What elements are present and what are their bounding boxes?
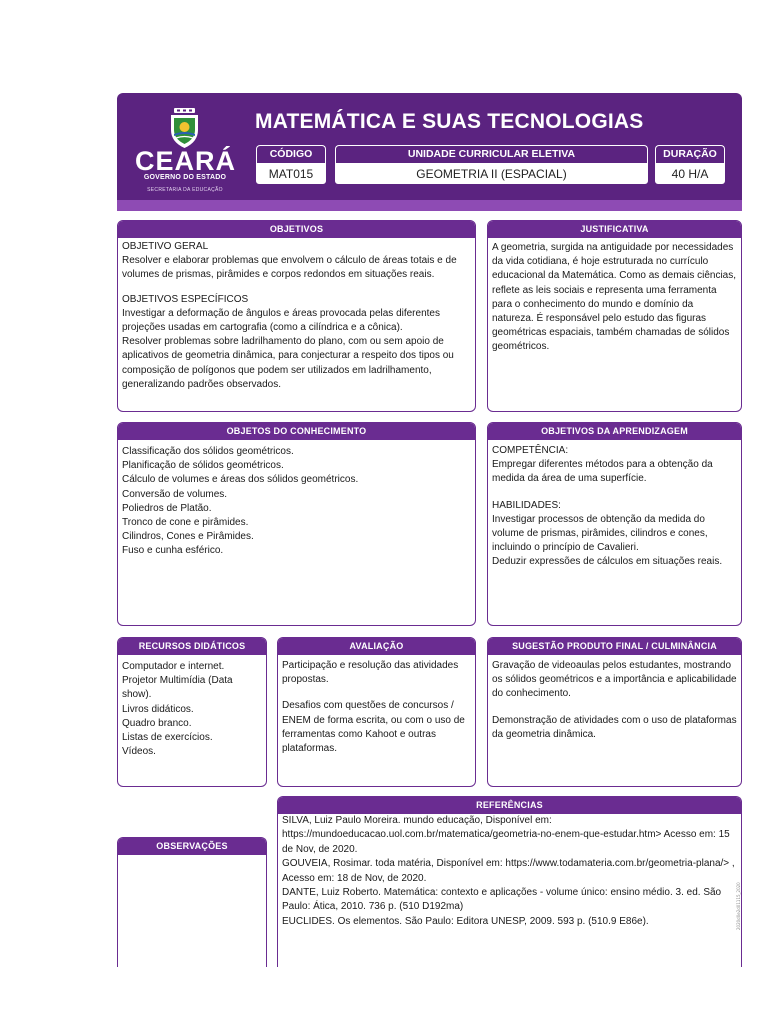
justificativa-title: JUSTIFICATIVA: [488, 221, 741, 238]
duracao-value: 40 H/A: [655, 163, 725, 184]
unidade-field: [335, 145, 648, 185]
sugestao-section: [487, 637, 742, 787]
recurso-item: Livros didáticos.: [122, 703, 194, 715]
footer-code: 2020d0e2d01115_2020: [736, 882, 741, 930]
ceara-logo: [135, 108, 237, 193]
referencia-item: GOUVEIA, Rosimar. toda matéria, Disponível em: https://www.todamateria.com.br/geometria-plana/> , Acesso em: 18 de Nov, de 2020.: [282, 858, 735, 884]
logo-state-name: CEARÁ: [135, 146, 237, 176]
competencia-text: Empregar diferentes métodos para a obtenção da medida da área de uma superfície.: [492, 459, 713, 485]
duracao-label: DURAÇÃO: [655, 145, 725, 163]
unidade-value: GEOMETRIA II (ESPACIAL): [335, 163, 648, 184]
recurso-item: Quadro branco.: [122, 717, 192, 729]
recurso-item: Listas de exercícios.: [122, 732, 213, 744]
objetos-conhecimento-section: [117, 422, 476, 626]
competencia-label: COMPETÊNCIA:: [492, 445, 569, 456]
observacoes-title: OBSERVAÇÕES: [118, 838, 266, 855]
justificativa-text: A geometria, surgida na antiguidade por necessidades da vida cotidiana, é hoje estruturada no currículo educacional da Matemática. Como as demais ciências, reflete as leis sociais e representa uma ferramenta para o conhecimento do mundo e domínio da natureza. É responsável pelo estudo das figuras geométricas espaciais, também chamadas de sólidos geométricos.: [492, 242, 737, 353]
objetivos-section: [117, 220, 476, 412]
avaliacao-section: [277, 637, 476, 787]
objetivo-geral-text: Resolver e elaborar problemas que envolvem o cálculo de áreas totais e de volumes de prismas, pirâmides e corpos redondos em situações reais.: [122, 255, 457, 281]
avaliacao-title: AVALIAÇÃO: [278, 638, 475, 655]
recurso-item: Vídeos.: [122, 746, 156, 758]
objeto-item: Conversão de volumes.: [122, 488, 228, 500]
objetivos-aprendizagem-title: OBJETIVOS DA APRENDIZAGEM: [488, 423, 741, 440]
sugestao-item: Gravação de videoaulas pelos estudantes, mostrando os sólidos geométricos e a importância e aplicabilidade do conhecimento.: [492, 660, 737, 700]
objeto-item: Planificação de sólidos geométricos.: [122, 460, 284, 472]
codigo-label: CÓDIGO: [256, 145, 326, 163]
objetos-conhecimento-title: OBJETOS DO CONHECIMENTO: [118, 423, 475, 440]
objeto-item: Fuso e cunha esférico.: [122, 545, 224, 557]
recurso-item: Computador e internet.: [122, 661, 225, 672]
header-stripe: [117, 200, 742, 211]
objetivos-especificos-label: OBJETIVOS ESPECÍFICOS: [122, 293, 249, 305]
objetivos-aprendizagem-section: [487, 422, 742, 626]
referencia-item: DANTE, Luiz Roberto. Matemática: contexto e aplicações - volume único: ensino médio. 3. ed. São Paulo: Ática, 2010. 736 p. (510 D192ma): [282, 887, 722, 913]
recursos-title: RECURSOS DIDÁTICOS: [118, 638, 266, 655]
objetivo-especifico-item: Resolver problemas sobre ladrilhamento do plano, com ou sem apoio de aplicativos de geometria dinâmica, para conjecturar a respeito dos tipos ou composição de polígonos que podem ser utilizados em ladrilhamento, generalizando padrões observados.: [122, 336, 454, 390]
objeto-item: Cálculo de volumes e áreas dos sólidos geométricos.: [122, 474, 359, 486]
justificativa-section: [487, 220, 742, 412]
objetivos-title: OBJETIVOS: [118, 221, 475, 238]
objeto-item: Poliedros de Platão.: [122, 502, 212, 514]
recursos-section: [117, 637, 267, 787]
logo-department: SECRETARIA DA EDUCAÇÃO: [147, 187, 223, 193]
avaliacao-item: Participação e resolução das atividades propostas.: [282, 660, 459, 686]
habilidades-label: HABILIDADES:: [492, 499, 561, 511]
referencia-item: EUCLIDES. Os elementos. São Paulo: Editora UNESP, 2009. 593 p. (510.9 E86e).: [282, 915, 649, 927]
sugestao-title: SUGESTÃO PRODUTO FINAL / CULMINÂNCIA: [488, 638, 741, 655]
sugestao-item: Demonstração de atividades com o uso de plataformas da geometria dinâmica.: [492, 714, 737, 740]
unidade-label: UNIDADE CURRICULAR ELETIVA: [335, 145, 648, 163]
page-title: MATEMÁTICA E SUAS TECNOLOGIAS: [255, 110, 644, 133]
observacoes-section: [117, 837, 267, 967]
objeto-item: Cilindros, Cones e Pirâmides.: [122, 531, 254, 543]
avaliacao-item: Desafios com questões de concursos / ENEM de forma escrita, ou com o uso de ferramentas como Kahoot e outras plataformas.: [282, 700, 465, 755]
codigo-value: MAT015: [256, 163, 326, 184]
referencias-title: REFERÊNCIAS: [278, 797, 741, 814]
referencias-section: [277, 796, 742, 967]
habilidade-item: Investigar processos de obtenção da medida do volume de prismas, pirâmides, cilindros e cones, incluindo o princípio de Cavalieri.: [492, 513, 708, 554]
logo-subtitle: GOVERNO DO ESTADO: [143, 174, 227, 181]
codigo-field: [256, 145, 326, 185]
ceara-crest-icon: [168, 108, 201, 148]
objeto-item: Tronco de cone e pirâmides.: [122, 517, 249, 529]
objetivo-geral-label: OBJETIVO GERAL: [122, 241, 209, 252]
referencia-item: SILVA, Luiz Paulo Moreira. mundo educação, Disponível em: https://mundoeducacao.uol.com.br/matematica/geometria-no-enem-que-estudar.htm> Acesso em: 15 de Nov, de 2020.: [282, 815, 730, 855]
duracao-field: [655, 145, 725, 185]
objeto-item: Classificação dos sólidos geométricos.: [122, 446, 294, 457]
objetivo-especifico-item: Investigar a deformação de ângulos e áreas provocada pelas diferentes projeções usadas em cartografia (como a cilíndrica e a cônica).: [122, 307, 440, 334]
habilidade-item: Deduzir expressões de cálculos em situações reais.: [492, 556, 723, 568]
recurso-item: Projetor Multimídia (Data show).: [122, 675, 233, 701]
